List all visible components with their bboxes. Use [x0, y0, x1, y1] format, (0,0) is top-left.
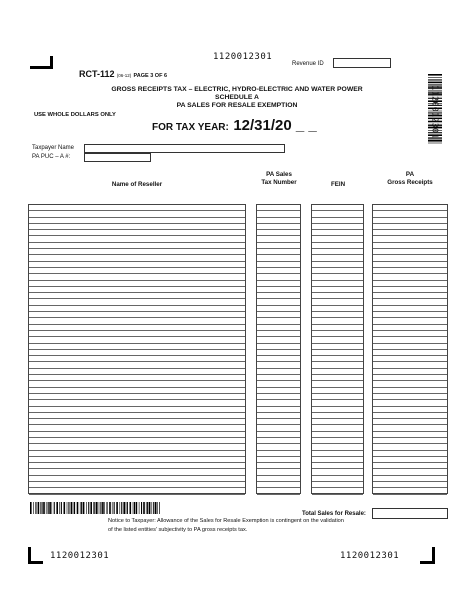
barcode-bar — [86, 502, 87, 514]
corner-mark-bottom-left — [28, 547, 43, 564]
barcode-bar — [157, 502, 158, 514]
bottom-right-ocr-code: 1120012301 — [340, 551, 400, 561]
barcode-bar — [428, 74, 442, 76]
barcode-bar — [68, 502, 69, 514]
barcode-bar — [133, 502, 134, 514]
notice-line-1: Notice to Taxpayer: Allowance of the Sales for Resale Exemption is contingent on the validation — [108, 518, 344, 524]
fein-column[interactable] — [311, 204, 364, 494]
barcode-bar — [52, 502, 53, 514]
barcode-bar — [159, 502, 160, 514]
barcode-bar — [149, 502, 151, 514]
barcode-bar — [147, 502, 148, 514]
barcode-bar — [99, 502, 100, 514]
form-revision: (06-12) — [116, 73, 132, 78]
barcode-bar — [141, 502, 142, 514]
barcode-bar — [73, 502, 74, 514]
form-header — [79, 69, 167, 79]
corner-mark-bottom-right — [420, 547, 435, 564]
table-row[interactable] — [29, 488, 245, 494]
corner-mark-top-left — [30, 56, 53, 69]
barcode-bar — [139, 502, 140, 514]
header-pa-gross-receipts: PA Gross Receipts — [387, 171, 433, 186]
barcode-bar — [100, 502, 101, 514]
barcode-bar — [127, 502, 128, 514]
barcode-bar — [38, 502, 40, 514]
header-pa-sales-tax-number: PA Sales Tax Number — [261, 171, 297, 186]
barcode-bar — [114, 502, 115, 514]
barcode-bar — [109, 502, 111, 514]
barcode-bar — [96, 502, 98, 514]
barcode-bar — [93, 502, 94, 514]
barcode-bar — [428, 140, 442, 142]
barcode-bar — [428, 82, 442, 84]
total-sales-label: Total Sales for Resale: — [302, 511, 366, 517]
pa-gross-receipts-column[interactable] — [372, 204, 448, 494]
barcode-bar — [130, 502, 132, 514]
title-line-1: GROSS RECEIPTS TAX – ELECTRIC, HYDRO-ELECTRIC AND WATER POWER — [111, 86, 363, 93]
tax-year-label: FOR TAX YEAR: — [152, 122, 229, 133]
barcode-bar — [152, 502, 153, 514]
barcode-bar — [77, 502, 79, 514]
barcode-bar — [46, 502, 47, 514]
pa-puc-label: PA PUC – A #: — [32, 154, 71, 160]
tax-year-value: 12/31/20 _ _ — [233, 117, 317, 134]
barcode-bar — [143, 502, 145, 514]
taxpayer-name-field[interactable] — [84, 144, 285, 153]
pa-puc-field[interactable] — [84, 153, 151, 162]
barcode-bar — [49, 502, 51, 514]
barcode-bar — [123, 502, 125, 514]
barcode-bar — [56, 502, 58, 514]
barcode-bar — [155, 502, 157, 514]
barcode-bar — [428, 143, 442, 144]
notice-line-2: of the listed entities' subjectivity to PA gross receipts tax. — [108, 527, 248, 533]
barcode-bar — [81, 502, 82, 514]
barcode-bar — [428, 77, 442, 78]
barcode-bar — [126, 502, 127, 514]
top-ocr-code: 1120012301 — [213, 52, 273, 62]
barcode-bar — [61, 502, 62, 514]
form-number: RCT-112 — [79, 69, 115, 79]
title-line-3: PA SALES FOR RESALE EXEMPTION — [176, 102, 298, 109]
barcode-bar — [146, 502, 147, 514]
barcode-bar — [112, 502, 113, 514]
taxpayer-name-label: Taxpayer Name — [32, 145, 75, 151]
barcode-bar — [120, 502, 121, 514]
barcode-bar — [48, 502, 49, 514]
tax-year — [152, 117, 317, 135]
bottom-barcode — [30, 502, 160, 514]
table-row[interactable] — [257, 488, 300, 494]
barcode-bar — [134, 502, 135, 514]
header-fein: FEIN — [330, 181, 346, 188]
barcode-bar — [40, 502, 41, 514]
reseller-name-column[interactable] — [28, 204, 246, 494]
barcode-bar — [43, 502, 45, 514]
barcode-bar — [71, 502, 73, 514]
barcode-bar — [30, 502, 32, 514]
total-sales-field[interactable] — [372, 508, 448, 519]
barcode-bar — [83, 502, 85, 514]
table-row[interactable] — [373, 488, 447, 494]
barcode-bar — [107, 502, 108, 514]
barcode-bar — [80, 502, 81, 514]
barcode-bar — [94, 502, 95, 514]
header-name-of-reseller: Name of Reseller — [111, 181, 163, 188]
bottom-left-ocr-code: 1120012301 — [50, 551, 110, 561]
barcode-bar — [153, 502, 154, 514]
form-page: PAGE 3 OF 6 — [133, 73, 168, 79]
barcode-bar — [90, 502, 92, 514]
barcode-bar — [67, 502, 68, 514]
barcode-bar — [42, 502, 43, 514]
pa-sales-tax-number-column[interactable] — [256, 204, 301, 494]
barcode-bar — [102, 502, 104, 514]
barcode-bar — [54, 502, 55, 514]
barcode-bar — [116, 502, 118, 514]
barcode-bar — [33, 502, 34, 514]
barcode-bar — [104, 502, 105, 514]
revenue-id-field[interactable] — [333, 58, 391, 68]
revenue-id-label: Revenue ID — [292, 61, 324, 67]
barcode-bar — [64, 502, 66, 514]
barcode-bar — [74, 502, 75, 514]
barcode-bar — [59, 502, 60, 514]
barcode-bar — [35, 502, 36, 514]
whole-dollars-note: USE WHOLE DOLLARS ONLY — [34, 112, 116, 118]
side-ocr-code: 1120012301 — [430, 85, 440, 139]
barcode-bar — [121, 502, 122, 514]
barcode-bar — [136, 502, 138, 514]
table-row[interactable] — [312, 488, 363, 494]
barcode-bar — [88, 502, 89, 514]
barcode-bar — [428, 79, 442, 80]
title-line-2: SCHEDULE A — [215, 94, 259, 101]
